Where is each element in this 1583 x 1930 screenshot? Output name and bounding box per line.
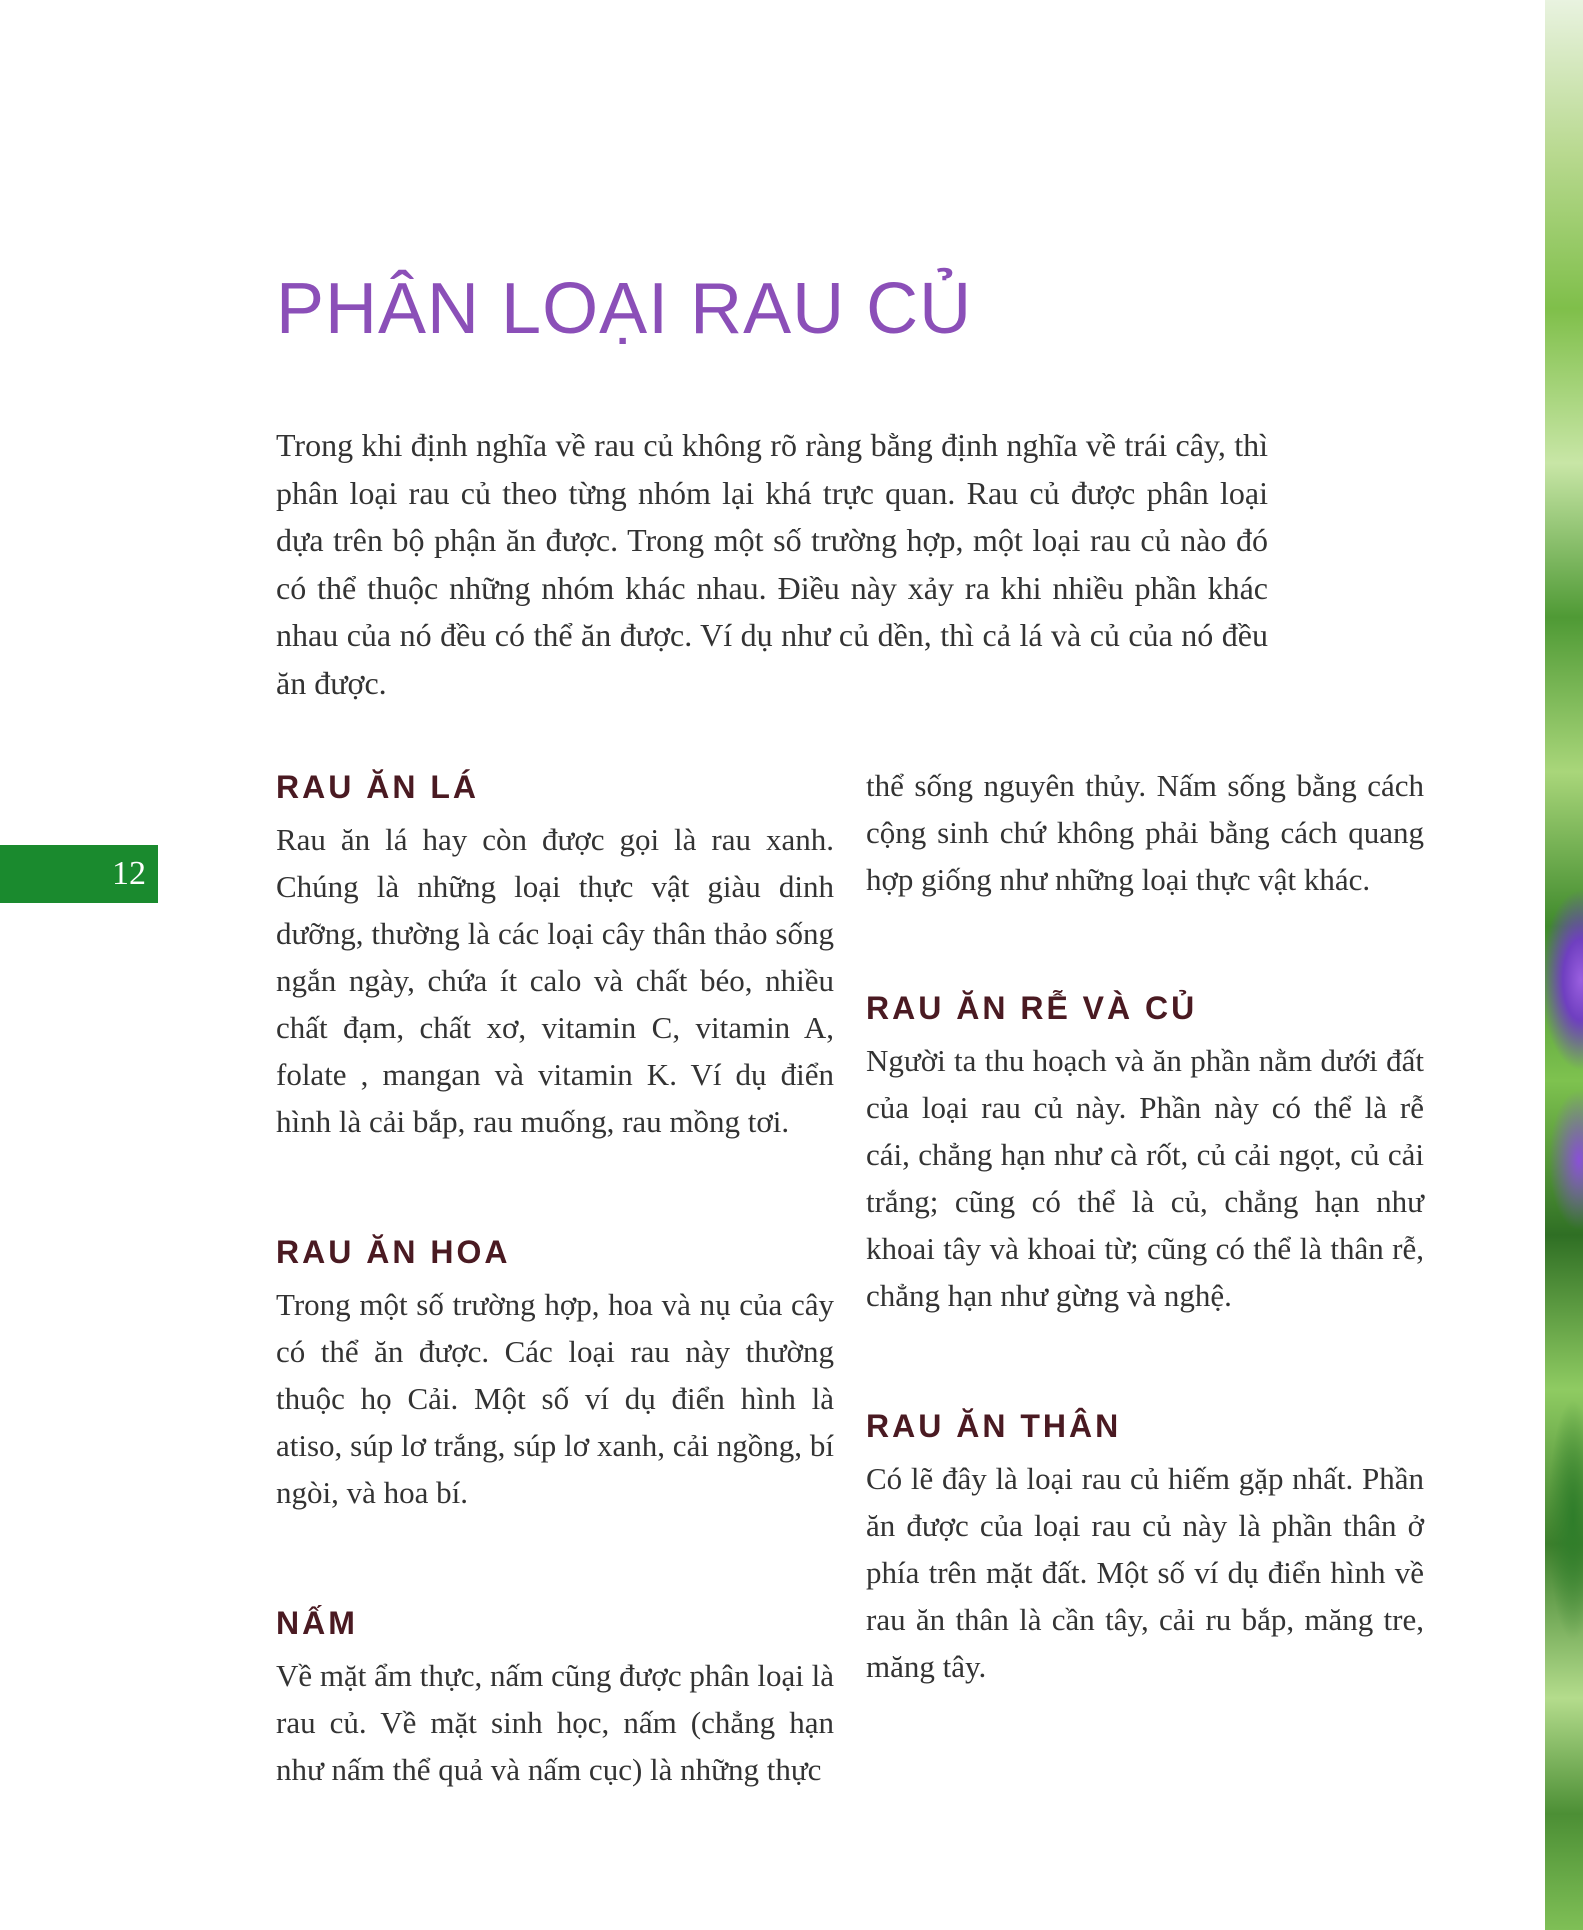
section-heading: RAU ĂN THÂN [866, 1408, 1122, 1444]
page-number-tab [0, 845, 158, 903]
section-rau-an-than [866, 1401, 1424, 1690]
section-body-continued: thể sống nguyên thủy. Nấm sống bằng cách cộng sinh chứ không phải bằng cách quang hợp giống như những loại thực vật khác. [866, 768, 1424, 897]
section-body: Người ta thu hoạch và ăn phần nằm dưới đất của loại rau củ này. Phần này có thể là rễ cái, chẳng hạn như cà rốt, củ cải ngọt, củ cải trắng; cũng có thể là củ, chẳng hạn như khoai tây và khoai từ; cũng có thể là thân rễ, chẳng hạn như gừng và nghệ. [866, 1043, 1424, 1313]
section-body: Rau ăn lá hay còn được gọi là rau xanh. Chúng là những loại thực vật giàu dinh dưỡng, thường là các loại cây thân thảo sống ngắn ngày, chứa ít calo và chất béo, nhiều chất đạm, chất xơ, vitamin C, vitamin A, folate , mangan và vitamin K. Ví dụ điển hình là cải bắp, rau muống, rau mồng tơi. [276, 822, 834, 1139]
section-rau-an-re-va-cu [866, 983, 1424, 1319]
page-title: PHÂN LOẠI RAU CỦ [276, 269, 973, 349]
section-heading: NẤM [276, 1605, 358, 1641]
section-body: Trong một số trường hợp, hoa và nụ của cây có thể ăn được. Các loại rau này thường thuộc họ Cải. Một số ví dụ điển hình là atiso, súp lơ trắng, súp lơ xanh, cải ngồng, bí ngòi, và hoa bí. [276, 1287, 834, 1510]
section-body: Có lẽ đây là loại rau củ hiếm gặp nhất. Phần ăn được của loại rau củ này là phần thân ở phía trên mặt đất. Một số ví dụ điển hình về rau ăn thân là cần tây, cải ru bắp, măng tre, măng tây. [866, 1461, 1424, 1684]
page-number: 12 [112, 855, 146, 892]
section-heading: RAU ĂN LÁ [276, 769, 479, 805]
right-column [866, 762, 1424, 1690]
section-body: Về mặt ẩm thực, nấm cũng được phân loại là rau củ. Về mặt sinh học, nấm (chẳng hạn như nấm thể quả và nấm cục) là những thực [276, 1658, 834, 1787]
edge-photo-strip [1543, 0, 1583, 1930]
edge-photo-border [1543, 0, 1545, 1930]
left-column [276, 762, 834, 1793]
section-rau-an-hoa [276, 1227, 834, 1516]
intro-paragraph: Trong khi định nghĩa về rau củ không rõ ràng bằng định nghĩa về trái cây, thì phân loại rau củ theo từng nhóm lại khá trực quan. Rau củ được phân loại dựa trên bộ phận ăn được. Trong một số trường hợp, một loại rau củ nào đó có thể thuộc những nhóm khác nhau. Điều này xảy ra khi nhiều phần khác nhau của nó đều có thể ăn được. Ví dụ như củ dền, thì cả lá và củ của nó đều ăn được. [276, 427, 1268, 701]
section-nam [276, 1598, 834, 1793]
section-rau-an-la [276, 762, 834, 1145]
section-heading: RAU ĂN RỄ VÀ CỦ [866, 990, 1198, 1026]
section-heading: RAU ĂN HOA [276, 1234, 511, 1270]
